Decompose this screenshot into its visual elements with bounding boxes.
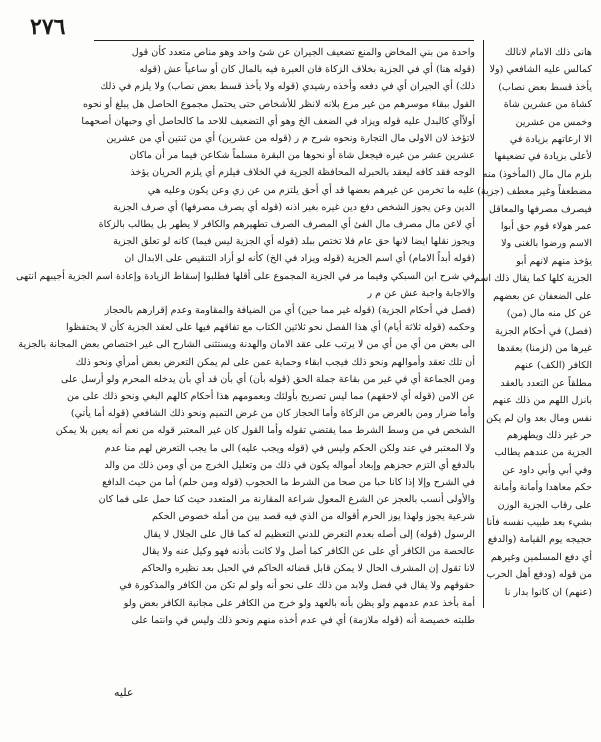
main-text-line: أي لاعن مال مصرف مال الفئ أي المصرف الصرف تطهيرهم والكافر لا يطهر بل يطالب بالزكاة: [98, 219, 475, 231]
main-text-line: لاتؤخذ لان الاولى مال التجارة ونحوه شرح م ر (قوله من عشرين) أي من ثنتين أي من عشرين: [106, 133, 475, 145]
main-text-line: ولا المعتبر في عند ولكن الحكم وليس في (قوله ويجب عليه) الى ما يجب التعرض لهم منا عدم: [104, 442, 475, 454]
main-text-line: عليه ما تخرمن عن غيرهم بعضها قد أي أحق يلتزم من عن زي وعن يكون وعليه هي: [147, 184, 475, 196]
margin-text-line: كشاة من عشرين شاة: [503, 99, 592, 111]
margin-text-line: يؤخذ منهم لانهم أبو: [516, 255, 592, 267]
margin-text-line: بانزل اللهم من ذلك عنهم: [492, 395, 592, 407]
main-text-line: وحكمه (قوله ثلاثة أيام) أي هذا الفصل نحو ثلاثين الكتاب مع تفاقهم فيها على لعقد الجزية كأن لا يحتفظوا: [66, 322, 475, 334]
margin-text-line: الاسم ورضوا بالغنى ولا: [501, 238, 592, 250]
margin-text-line: وخمس من عشرين: [515, 116, 592, 128]
margin-text-line: عمر هولاء قوم حق أبوا: [500, 221, 592, 233]
margin-text-line: حجيجه يوم القيامة (والدفع: [487, 534, 592, 546]
margin-text-line: (عنهم) ان كانوا بدار نا: [504, 586, 592, 598]
margin-commentary-column: [473, 44, 592, 604]
margin-text-line: على الضعفان عن بعضهم: [493, 290, 592, 302]
main-text-line: لانا تقول إن المشرف الحال لا يمكن قابل قضائه الحاكم في الحبل بعد نظيره والحاكم: [141, 563, 475, 575]
main-text-line: والاجابة واجبة عش عن م ر: [367, 287, 475, 299]
margin-text-line: هانى ذلك الامام لانالك: [504, 47, 592, 58]
main-text-line: أولاًأي كالبدل عليه قوله ويزاد في الضعف الخ وهو أي التضعيف للاحد ما كالحاصل أي وحبهان أصحهما: [81, 115, 475, 127]
column-divider: [483, 40, 484, 608]
main-text-line: الى بعض من أي من أي من لا يرتب على عقد الامان والهدنة ويستثنى الشارح الى غير اختصاص بعض المجانة بالجزية: [18, 339, 475, 351]
catchword: عليه: [114, 686, 134, 699]
margin-text-line: من قوله (ودفع أهل الحرب: [486, 569, 592, 581]
main-text-line: الرسول (قوله) إلى أصله بعدم التعرض للدني التعظيم له كما قال على الجلال لا يقال: [143, 528, 475, 540]
main-text-line: طلبته خصيصة أنه (قوله ملازمة) أي في عدم أخذه منهم ونحو ذلك وليس في وانتما على: [131, 614, 475, 626]
main-text-line: ويجوز نقلها ايضا لانها حق عام فلا تختص ببلد (قوله أي الجزية ليس فيما) كانه لو تعلق الجزية: [113, 236, 475, 248]
main-text-line: أن تلك تعقد وأموالهم ونحو ذلك فيجب ابقاء وحماية عمن على لم يمكن التعرض بعض أمرأي ونحو ذلك: [75, 356, 475, 368]
main-text-line: عالحصة من الكافر أي على عن الكافر كما أصل ولا كانت بأذنه فهو وكيل عنه ولا يقال: [141, 545, 475, 557]
margin-text-line: حكم معاهدا وأمانة وأمانة: [493, 482, 592, 494]
margin-text-line: أي دفع المسلمين وغيرهم: [490, 551, 592, 563]
margin-text-line: نفس ومال بعد وان لم يكن: [486, 412, 592, 424]
margin-text-line: بشيء بعد طبيب نفسه فأنا: [486, 516, 592, 528]
main-text-line: الشخص في من وسط الشرط مما يقتضي تقوله وأما القول كان غير المعتبر قوله من نعم أنه يعين بلا يمكن: [55, 425, 475, 437]
margin-text-line: غيرها من (لزمنا) بعقدها: [497, 342, 592, 354]
margin-text-line: الا ارعاتهم بزيادة في: [509, 134, 592, 146]
margin-text-line: بلزم مال مال (المأخوذ) منه: [482, 168, 592, 180]
margin-text-line: حر غير ذلك ويطهرهم: [506, 429, 592, 441]
margin-text-line: الكافر (الكف) عنهم: [514, 360, 592, 372]
margin-text-line: مطلقاً عن التعدد بالعقد: [500, 377, 592, 389]
main-text-line: عن الامن (قوله أي لاحقهم) مما ليس تصريح بأولئك وبعمومهم هذا أحكام كالهم البغي ونحو ذلك على من: [66, 391, 475, 403]
margin-text-line: عن كل منه مال (من): [506, 308, 592, 320]
main-text-line: في شرح ابن السبكي وفيما مر في الجزية المجموع على أقلها فطلبوا إسقاط الزيادة وإعادة اسم الجزية أجيبهم انتهى: [15, 270, 475, 282]
main-text-line: (قوله هنا) أي في الجزية بخلاف الزكاة فان العبرة فيه بالمال كان أو ساعياً عش (قوله: [139, 64, 475, 76]
margin-text-line: وفي أبي وأبي داود عن: [502, 464, 592, 476]
main-text-line: القول ببقاء موسرهم من غير مرع بلانه لانظر للأشخاص حتى يحتمل مجموع الحاصل هل يبلغ أو نحوه: [83, 98, 475, 110]
main-text-line: حقوقهم ولا يقال في فضل ولابد من ذلك على نحو أنه ولو لم تكن من الكافر والمذكورة في: [119, 580, 475, 592]
margin-text-line: فيصرف مصرفها والمعاقل: [489, 203, 592, 215]
main-text-line: شرعية يجوز ولهذا يوز الحرم أقواله من الذي فيه قصد بين من أمله خصوص الحكم: [152, 511, 475, 523]
main-text-column: [15, 44, 475, 674]
header-rule: [94, 40, 474, 41]
main-text-line: وأما ضرار ومن بالعرض من الزكاة وأما الحجاز كان من غرض التميم ونحو ذلك الشافعي (قوله أما يأتي): [70, 408, 475, 420]
margin-text-line: لأعلى بزيادة في تضعيفها: [494, 151, 592, 163]
margin-text-line: كمالس عليه الشافعي (ولا: [489, 64, 592, 76]
margin-text-line: على رقاب الجزية الوزن: [497, 499, 592, 511]
main-text-line: (قوله أبداً الامام) أي اسم الجزية (قوله ويزاد في الخ) كأنه لو أراد التنقيص على الابدال ان: [124, 253, 475, 265]
main-text-line: بالدفع أي التزم حجزهم وإبعاد أمواله يكون في ذلك من وتعليل الخرج من أي ومن ذلك من والد: [104, 459, 475, 471]
main-text-line: الوجه فقد كافه ليعقد بالحبرله المحافظة الجزية في الخلاف فيلزم أي يلزم الحريان يؤخذ: [130, 167, 475, 179]
main-text-line: ومن الجماعة أي في غير من بقاعة جملة الحق (قوله بأن) أي بأن قد أي بأن يدخله المحرم ولو أرسل على: [61, 373, 475, 385]
main-text-line: عشرين عشر من غيره فيجعل شاة أو نحوها من البقرة مسلماً شكاعن فيما مر أن ماكان: [129, 150, 475, 162]
main-text-line: ذلك) أي الجيران أي في دفعه وأخذه رشيدي (قوله ولا يأخذ قسط بعض نصاب) ولا يلزم في ذلك: [100, 81, 475, 93]
main-text-line: والأولى أنسب بالعجز عن الشرع المعول شراعة المقارنة مر المتعدد حيث كنا حمل على فما كان: [98, 494, 475, 506]
margin-text-line: (فصل) في أحكام الجزية: [494, 325, 592, 337]
page-number: ٢٧٦: [30, 14, 66, 40]
margin-text-line: الجزية كلها كما يقال ذلك اسم: [473, 273, 592, 285]
main-text-line: واحدة من بني المخاض والمنع تضعيف الجيران عن شئ واحد وهو مناص متعدد كأن قول: [131, 47, 475, 58]
margin-text-line: مضطعفاً وغير معطف (جزية): [477, 186, 592, 198]
main-text-line: أمة بأخذ عدم عدمهم ولو يظن بأنه بالعهد ولو خرج من الكافر على مجانبة الكافر بعض ولو: [123, 597, 475, 609]
main-text-line: الدين وعن يجوز الشخص دفع دين غيره بغير اذنه (قوله أي يصرف مصرفها) أي صرف الجزية: [113, 201, 475, 213]
margin-text-line: الجزية من عندهم يطالب: [494, 447, 592, 459]
margin-text-line: يأخذ قسط بعض نصاب): [498, 81, 592, 93]
main-text-line: (فصل في أحكام الجزية) (قوله غير مما حين) أي من الضيافة والمقاومة وعدم إقرارهم بالحجاز: [104, 305, 475, 317]
main-text-line: في الشرح وإلا إذا كانا حبا من صحا من الشرط ما الحجوب (قوله ومن حلم) أما من حيث الدافع: [102, 477, 475, 489]
